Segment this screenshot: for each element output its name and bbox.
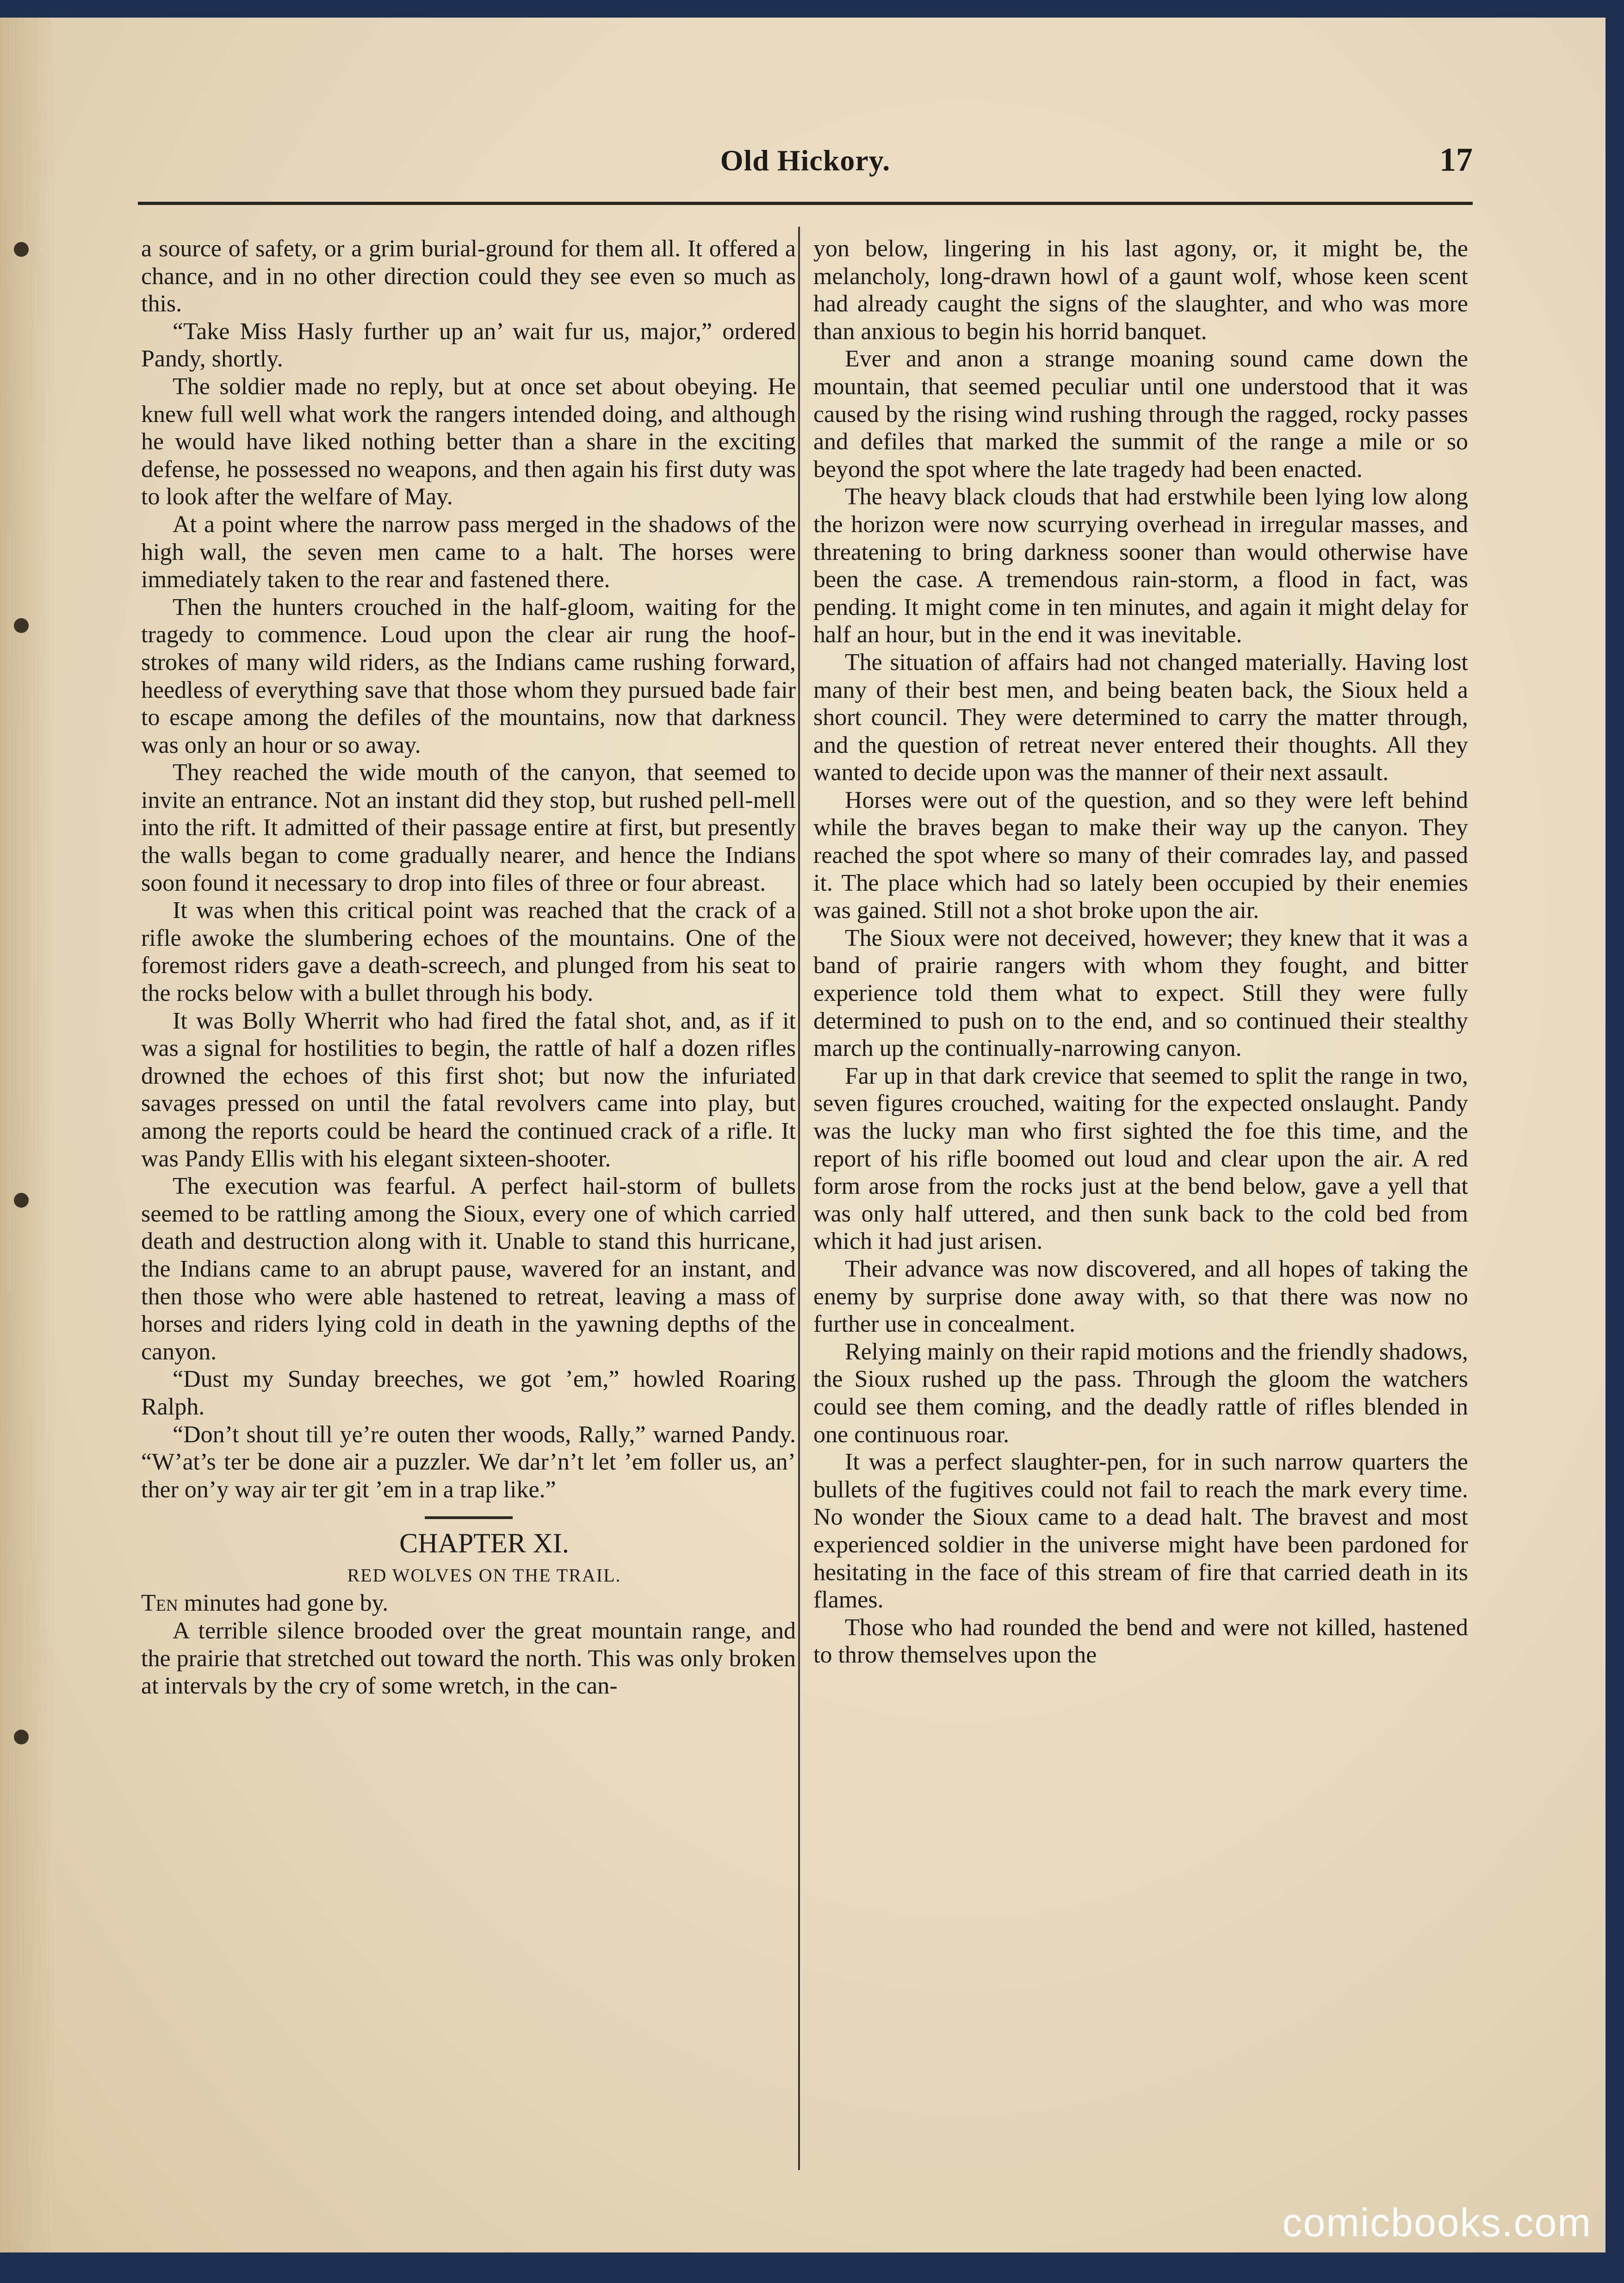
binding-hole [14, 242, 29, 257]
paragraph: Horses were out of the question, and so they were left behind while the braves began to make their way up the canyon. They reached the spot where so many of their comrades lay, and passed it. The place which had so lately been occupied by their enemies was gained. Still not a shot broke upon the air. [813, 787, 1468, 924]
paragraph: Far up in that dark crevice that seemed to split the range in two, seven figures crouched, waiting for the expected onslaught. Pandy was the lucky man who first sighted the foe this time, and the report of his rifle boomed out loud and clear upon the air. A red form arose from the rocks just at the bend below, gave a yell that was only half uttered, and then sunk back to the cold bed from which it had just arisen. [813, 1062, 1468, 1255]
paragraph: Their advance was now discovered, and all hopes of taking the enemy by surprise done away with, so that there was now no further use in concealment. [813, 1255, 1468, 1338]
paragraph: The execution was fearful. A perfect hail-storm of bullets seemed to be rattling among the Sioux, every one of which carried death and destruction along with it. Unable to stand this hurricane, the Indians came to an abrupt pause, wavered for an instant, and then those who were able hastened to retreat, leaving a mass of horses and riders lying cold in death in the yawning depths of the canyon. [141, 1173, 796, 1365]
paragraph: “Dust my Sunday breeches, we got ’em,” howled Roaring Ralph. [141, 1366, 796, 1420]
paragraph: The soldier made no reply, but at once set about obeying. He knew full well what work the rangers intended doing, and although he would have liked nothing better than a share in the exciting defense, he possessed no weapons, and then again his first duty was to look after the welfare of May. [141, 373, 796, 510]
chapter-opening-line [141, 1589, 796, 1617]
paragraph: The heavy black clouds that had erstwhile been lying low along the horizon were now scurrying overhead in irregular masses, and threatening to bring darkness sooner than would otherwise have been the case. A tremendous rain-storm, a flood in fact, was pending. It might come in ten minutes, and again it might delay for half an hour, but in the end it was inevitable. [813, 484, 1468, 648]
page-spine-shadow [0, 18, 56, 2252]
paragraph: They reached the wide mouth of the canyon, that seemed to invite an entrance. Not an instant did they stop, but rushed pell-mell into the rift. It admitted of their passage entire at first, but presently the walls began to come gradually nearer, and hence the Indians soon found it necessary to drop into files of three or four abreast. [141, 759, 796, 896]
paragraph: The Sioux were not deceived, however; they knew that it was a band of prairie rangers with whom they fought, and bitter experience told them what to expect. Still they were fully determined to push on to the end, and so continued their stealthy march up the continually-narrowing canyon. [813, 924, 1468, 1062]
binding-hole [14, 1730, 29, 1744]
paragraph: “Don’t shout till ye’re outen ther woods, Rally,” warned Pandy. “W’at’s ter be done air a puzzler. We dar’n’t let ’em foller us, an’ ther on’y way air ter git ’em in a trap like.” [141, 1421, 796, 1503]
binding-hole [14, 618, 29, 633]
paragraph: A terrible silence brooded over the great mountain range, and the prairie that stretched out toward the north. This was only broken at intervals by the cry of some wretch, in the can- [141, 1617, 796, 1700]
left-column [141, 235, 796, 1700]
header-rule [138, 202, 1473, 205]
paragraph: It was Bolly Wherrit who had fired the fatal shot, and, as if it was a signal for hostilities to begin, the rattle of half a dozen rifles drowned the echoes of this first shot; but now the infuriated savages pressed on until the fatal revolvers came into play, but among the reports could be heard the continued crack of a rifle. It was Pandy Ellis with his elegant sixteen-shooter. [141, 1007, 796, 1172]
running-header [138, 143, 1473, 194]
page-title: Old Hickory. [720, 144, 891, 177]
paragraph: Ever and anon a strange moaning sound came down the mountain, that seemed peculiar until one understood that it was caused by the rising wind rushing through the ragged, rocky passes and defiles that marked the summit of the range a mile or so beyond the spot where the late tragedy had been enacted. [813, 346, 1468, 483]
right-column [813, 235, 1468, 1669]
paragraph: At a point where the narrow pass merged in the shadows of the high wall, the seven men came to a halt. The horses were immediately taken to the rear and fastened there. [141, 511, 796, 593]
paragraph: a source of safety, or a grim burial-ground for them all. It offered a chance, and in no other direction could they see even so much as this. [141, 236, 796, 317]
scanned-page [0, 18, 1605, 2252]
paragraph: yon below, lingering in his last agony, or, it might be, the melancholy, long-drawn howl of a gaunt wolf, whose keen scent had already caught the signs of the slaughter, and who was more than anxious to begin his horrid banquet. [813, 236, 1468, 345]
paragraph: “Take Miss Hasly further up an’ wait fur us, major,” ordered Pandy, shortly. [141, 318, 796, 372]
watermark: comicbooks.com [1282, 2201, 1592, 2245]
paragraph: It was when this critical point was reached that the crack of a rifle awoke the slumbering echoes of the mountains. One of the foremost riders gave a death-screech, and plunged from his seat to the rocks below with a bullet through his body. [141, 897, 796, 1007]
paragraph: Then the hunters crouched in the half-gloom, waiting for the tragedy to commence. Loud upon the clear air rung the hoof-strokes of many wild riders, as the Indians came rushing forward, heedless of everything save that those whom they pursued bade fair to escape among the defiles of the mountains, now that darkness was only an hour or so away. [141, 594, 796, 758]
chapter-first-word: Ten [141, 1590, 178, 1617]
chapter-rule [425, 1516, 513, 1519]
paragraph: It was a perfect slaughter-pen, for in such narrow quarters the bullets of the fugitives could not fail to reach the mark every time. No wonder the Sioux came to a dead halt. The bravest and most experienced soldier in the universe might have been pardoned for hesitating in the face of this stream of fire that carried death in its flames. [813, 1449, 1468, 1613]
paragraph: Relying mainly on their rapid motions and the friendly shadows, the Sioux rushed up the pass. Through the gloom the watchers could see them coming, and the deadly rattle of rifles blended in one continuous roar. [813, 1338, 1468, 1448]
chapter-subtitle: RED WOLVES ON THE TRAIL. [347, 1565, 621, 1586]
column-divider [798, 227, 800, 2170]
paragraph: The situation of affairs had not changed materially. Having lost many of their best men, and being beaten back, the Sioux held a short council. They were determined to carry the matter through, and the question of retreat never entered their thoughts. All they wanted to decide upon was the manner of their next assault. [813, 649, 1468, 786]
binding-hole [14, 1193, 29, 1208]
paragraph: Those who had rounded the bend and were not killed, hastened to throw themselves upon the [813, 1614, 1468, 1669]
chapter-title: CHAPTER XI. [399, 1528, 569, 1559]
chapter-first-line-rest: minutes had gone by. [178, 1590, 389, 1617]
page-number: 17 [1439, 141, 1473, 178]
